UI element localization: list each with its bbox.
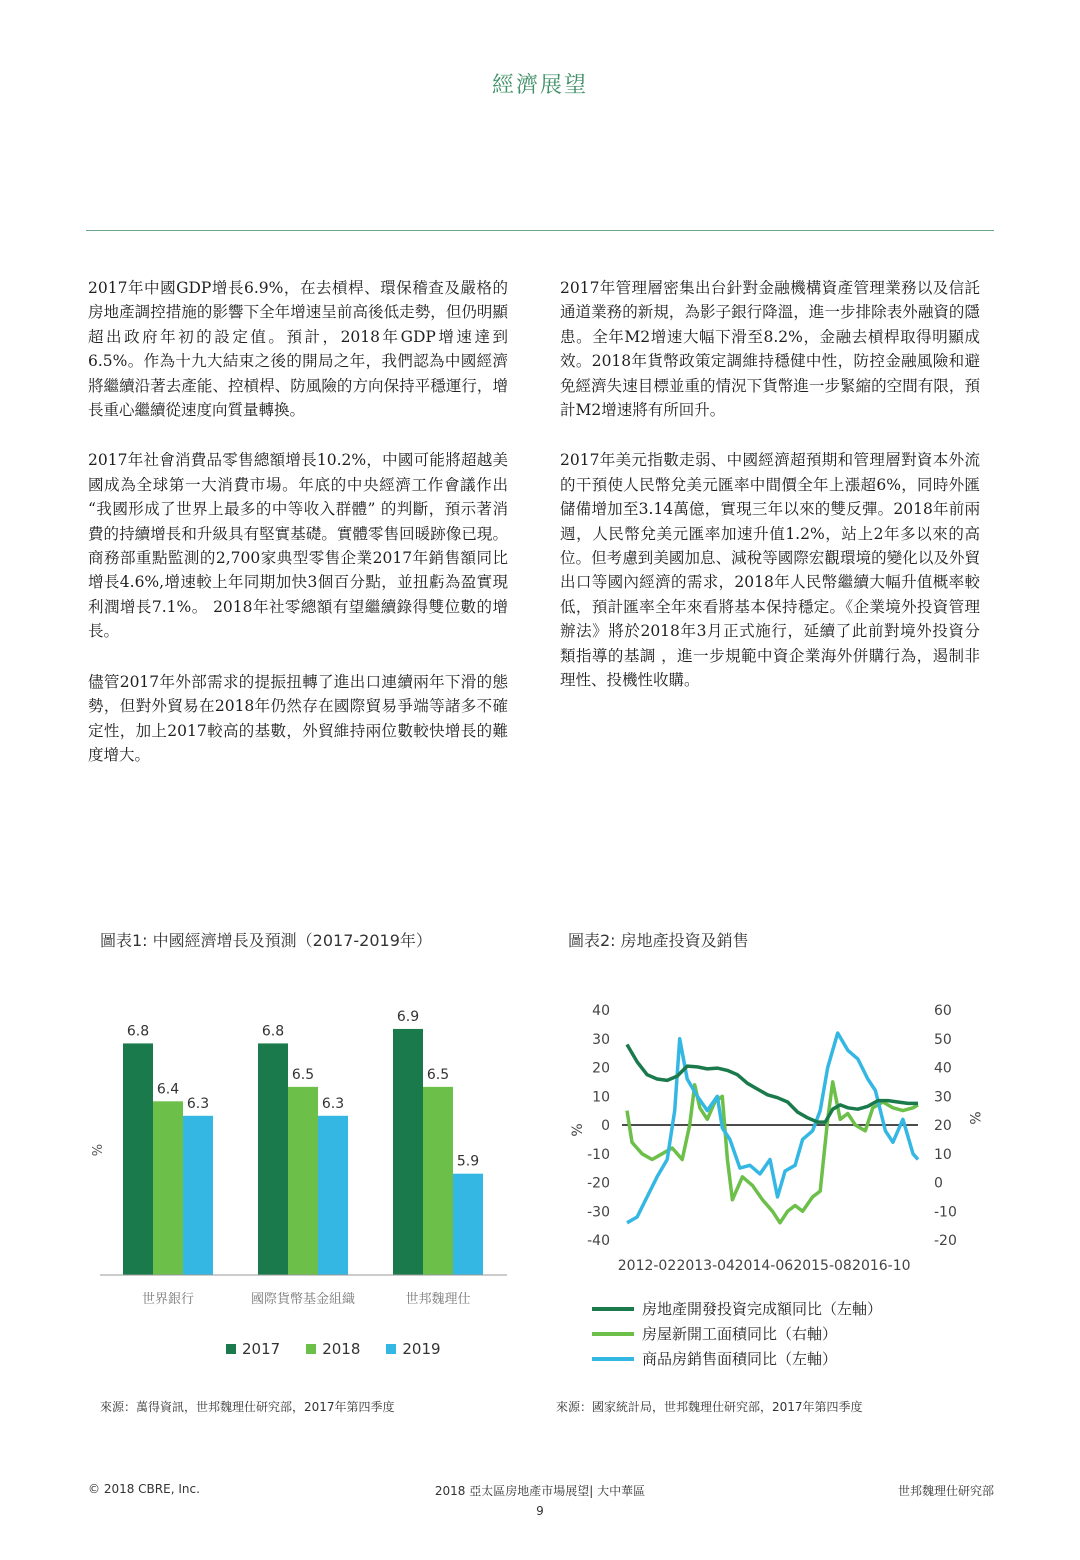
legend-sales-label: 商品房銷售面積同比（左軸） bbox=[642, 1350, 838, 1368]
chart1-bar bbox=[123, 1043, 153, 1275]
chart1-bar bbox=[183, 1116, 213, 1275]
chart1-bar bbox=[288, 1087, 318, 1275]
chart2-right-tick: 50 bbox=[934, 1031, 952, 1048]
legend-2017-label: 2017 bbox=[242, 1340, 281, 1358]
chart2-right-axis-label: % bbox=[966, 1111, 982, 1125]
header-divider bbox=[86, 230, 994, 231]
chart1-data-label: 6.9 bbox=[396, 1008, 420, 1025]
chart2-series-line bbox=[627, 1033, 918, 1223]
chart1-legend bbox=[226, 1340, 441, 1358]
chart1-y-axis-label: % bbox=[91, 1143, 106, 1157]
chart2-source: 來源：國家統計局，世邦魏理仕研究部，2017年第四季度 bbox=[556, 1400, 863, 1414]
chart2-left-axis-label: % bbox=[570, 1123, 586, 1137]
footer-copyright: © 2018 CBRE, Inc. bbox=[88, 1482, 200, 1496]
chart2-x-tick: 2012-02 bbox=[617, 1258, 677, 1274]
chart2-left-tick: 10 bbox=[592, 1089, 610, 1106]
legend-investment-swatch bbox=[592, 1307, 634, 1311]
legend-2018-label: 2018 bbox=[322, 1340, 361, 1358]
chart2-x-tick: 2016-10 bbox=[852, 1258, 911, 1274]
chart1-data-label: 6.4 bbox=[156, 1081, 180, 1098]
chart2-left-tick: 30 bbox=[592, 1031, 610, 1048]
paragraph-m2: 2017年管理層密集出台針對金融機構資產管理業務以及信託通道業務的新規，為影子銀行降溫，進一步排除表外融資的隱患。全年M2增速大幅下滑至8.2%，金融去槓桿取得明顯成效。2018年貨幣政策定調維持穩健中性，防控金融風險和避免經濟失速目標並重的情況下貨幣進一步緊縮的空間有限，預計M2增速將有所回升。 bbox=[560, 279, 980, 420]
chart2-x-tick: 2015-08 bbox=[793, 1258, 852, 1274]
chart2-x-tick: 2014-06 bbox=[734, 1258, 794, 1274]
chart2-left-tick: 20 bbox=[592, 1060, 610, 1077]
legend-sales-swatch bbox=[592, 1357, 634, 1361]
chart1-data-label: 6.5 bbox=[426, 1066, 450, 1083]
paragraph-gdp: 2017年中國GDP增長6.9%，在去槓桿、環保稽查及嚴格的房地產調控措施的影響下全年增速呈前高後低走勢，但仍明顯超出政府年初的設定值。預計，2018年GDP增速達到6.5%。作為十九大結束之後的開局之年，我們認為中國經濟將繼續沿著去產能、控槓桿、防風險的方向保持平穩運行，增長重心繼續從速度向質量轉換。 bbox=[88, 279, 508, 420]
chart2-left-tick: 0 bbox=[601, 1118, 610, 1134]
legend-2017 bbox=[226, 1340, 280, 1358]
legend-2019 bbox=[386, 1340, 440, 1358]
chart1-title: 圖表1: 中國經濟增長及預測（2017-2019年） bbox=[100, 931, 432, 950]
footer-department: 世邦魏理仕研究部 bbox=[897, 1484, 994, 1498]
chart1-bar bbox=[258, 1043, 288, 1275]
legend-new-starts-swatch bbox=[592, 1332, 634, 1336]
chart1-category-label: 世邦魏理仕 bbox=[405, 1292, 471, 1307]
chart1-data-label: 6.3 bbox=[321, 1095, 345, 1112]
chart2-x-tick: 2013-04 bbox=[676, 1258, 735, 1274]
chart1-data-label: 5.9 bbox=[456, 1153, 480, 1170]
chart1-source: 來源：萬得資訊，世邦魏理仕研究部，2017年第四季度 bbox=[100, 1400, 395, 1414]
chart1-bar-chart bbox=[90, 975, 520, 1310]
legend-2019-swatch bbox=[386, 1344, 396, 1354]
chart2-left-tick: -30 bbox=[587, 1204, 610, 1221]
chart2-left-tick: 40 bbox=[592, 1003, 610, 1019]
page-title: 經濟展望 bbox=[491, 73, 588, 98]
legend-2019-label: 2019 bbox=[402, 1340, 441, 1358]
chart1-data-label: 6.8 bbox=[126, 1023, 150, 1040]
page-number: 9 bbox=[536, 1504, 544, 1518]
legend-new-starts bbox=[592, 1323, 837, 1344]
chart2-right-tick: -20 bbox=[934, 1233, 957, 1249]
right-column bbox=[560, 276, 980, 719]
chart1-data-label: 6.8 bbox=[261, 1023, 285, 1040]
legend-2017-swatch bbox=[226, 1344, 236, 1354]
chart1-bar bbox=[453, 1174, 483, 1275]
paragraph-consumption: 2017年社會消費品零售總額增長10.2%，中國可能將超越美國成為全球第一大消費市場。年底的中央經濟工作會議作出 “我國形成了世界上最多的中等收入群體” 的判斷，預示著消費的持續增長和升級具有堅實基礎。實體零售回暖跡像已現。商務部重點監測的2,700家典型零售企業2017年銷售額同比增長4.6%,增速較上年同期加快3個百分點，並扭虧為盈實現利潤增長7.1%。 2018年社零總額有望繼續錄得雙位數的增長。 bbox=[88, 451, 508, 641]
chart2-left-tick: -10 bbox=[587, 1146, 610, 1163]
chart1-bar bbox=[423, 1087, 453, 1275]
chart2-right-tick: 40 bbox=[934, 1060, 952, 1077]
paragraph-trade: 儘管2017年外部需求的提振扭轉了進出口連續兩年下滑的態勢，但對外貿易在2018年仍然存在國際貿易爭端等諸多不確定性，加上2017較高的基數，外貿維持兩位數較快增長的難度增大。 bbox=[88, 672, 508, 764]
chart2-right-tick: 60 bbox=[934, 1003, 952, 1019]
chart1-bar bbox=[318, 1116, 348, 1275]
chart1-bar bbox=[393, 1029, 423, 1275]
chart1-category-label: 國際貨幣基金組織 bbox=[250, 1292, 356, 1307]
legend-investment-label: 房地產開發投資完成額同比（左軸） bbox=[642, 1300, 883, 1318]
chart2-line-chart bbox=[560, 990, 1000, 1280]
chart1-bar bbox=[153, 1101, 183, 1275]
chart1-data-label: 6.3 bbox=[186, 1095, 210, 1112]
chart2-right-tick: -10 bbox=[934, 1204, 957, 1221]
chart2-right-tick: 20 bbox=[934, 1118, 952, 1134]
chart2-right-tick: 0 bbox=[934, 1175, 943, 1192]
legend-new-starts-label: 房屋新開工面積同比（右軸） bbox=[642, 1325, 838, 1343]
chart2-left-tick: -40 bbox=[587, 1233, 610, 1249]
legend-investment bbox=[592, 1298, 882, 1319]
left-column bbox=[88, 276, 508, 793]
chart1-category-label: 世界銀行 bbox=[141, 1292, 195, 1307]
footer-report-title: 2018 亞太區房地產市場展望| 大中華區 bbox=[434, 1484, 646, 1498]
chart2-left-tick: -20 bbox=[587, 1175, 610, 1192]
chart2-series-line bbox=[627, 1045, 918, 1123]
chart2-title: 圖表2: 房地產投資及銷售 bbox=[568, 931, 749, 950]
legend-2018 bbox=[306, 1340, 360, 1358]
legend-sales bbox=[592, 1348, 837, 1369]
chart2-right-tick: 10 bbox=[934, 1146, 952, 1163]
chart1-data-label: 6.5 bbox=[291, 1066, 315, 1083]
legend-2018-swatch bbox=[306, 1344, 316, 1354]
chart2-right-tick: 30 bbox=[934, 1089, 952, 1106]
paragraph-fx: 2017年美元指數走弱、中國經濟超預期和管理層對資本外流的干預使人民幣兌美元匯率中間價全年上漲超6%，同時外匯儲備增加至3.14萬億，實現三年以來的雙反彈。2018年前兩週，人民幣兌美元匯率加速升值1.2%，站上2年多以來的高位。但考慮到美國加息、減稅等國際宏觀環境的變化以及外貿出口等國內經濟的需求，2018年人民幣繼續大幅升值概率較低，預計匯率全年來看將基本保持穩定。《企業境外投資管理辦法》將於2018年3月正式施行，延續了此前對境外投資分類指導的基調 ，進一步規範中資企業海外併購行為，遏制非理性、投機性收購。 bbox=[560, 451, 980, 690]
